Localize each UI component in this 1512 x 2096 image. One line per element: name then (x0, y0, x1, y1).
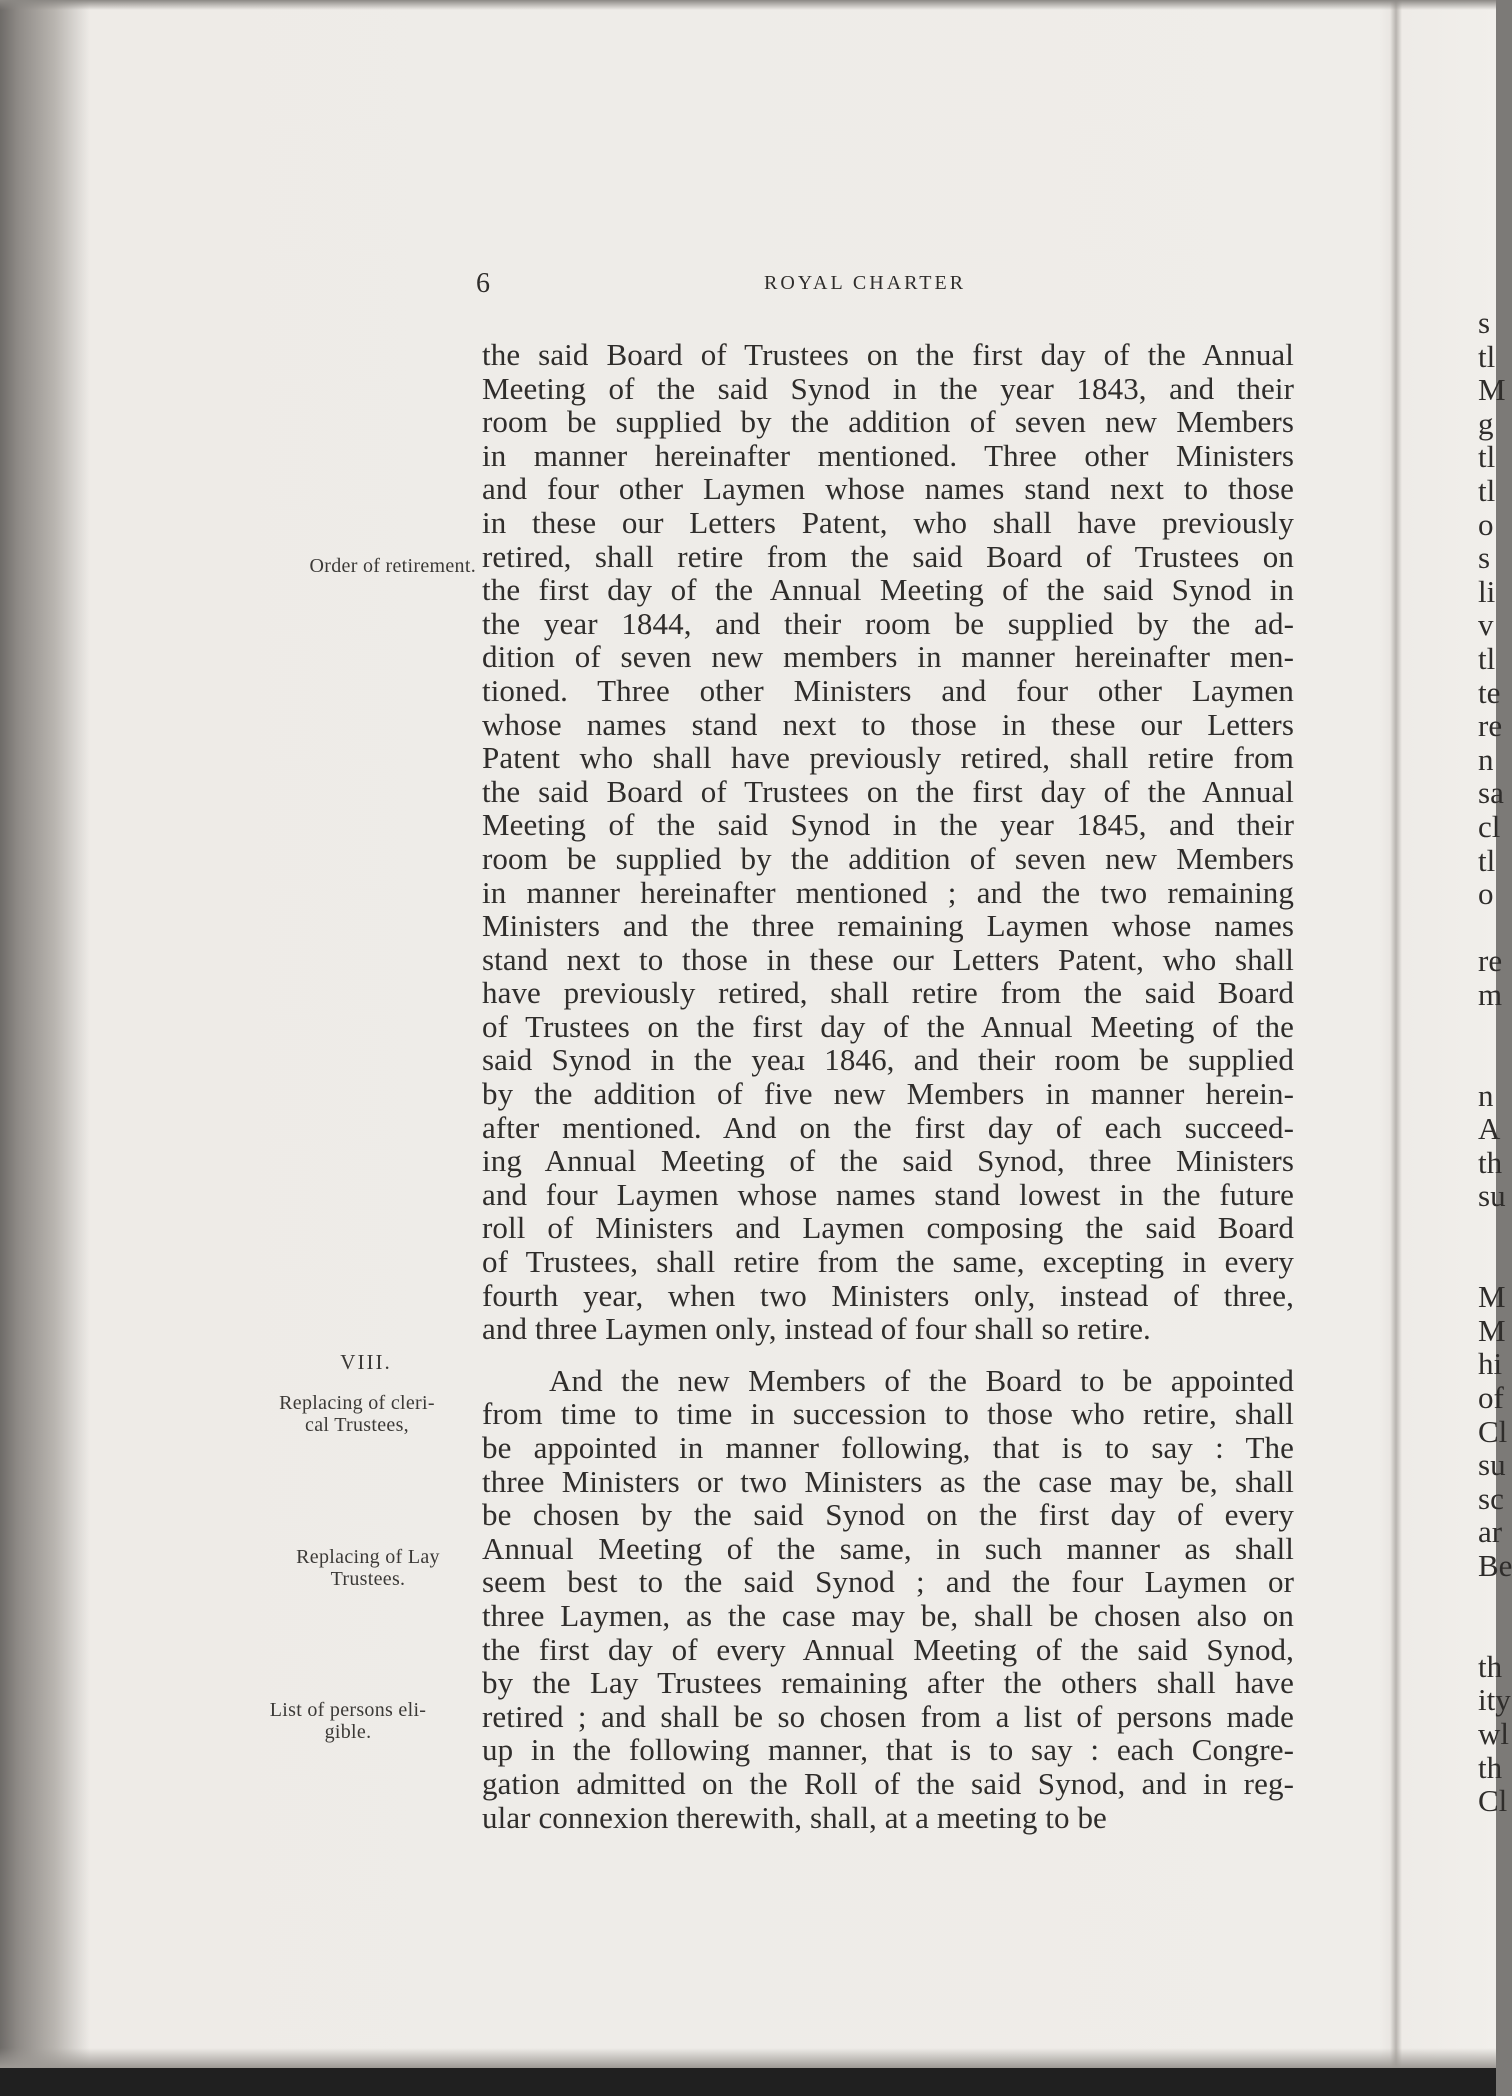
text-line: ing Annual Meeting of the said Synod, three Ministers (482, 1143, 1294, 1179)
text-line: the year 1844, and their room be supplied by the ad- (482, 605, 1294, 641)
text-line: retired, shall retire from the said Board of Trustees on (482, 538, 1294, 574)
facing-page-fragment (1478, 1583, 1496, 1617)
facing-page-fragment (1478, 1011, 1496, 1045)
facing-page-fragment: s (1478, 305, 1491, 340)
scan-bottom-shadow (0, 2048, 1496, 2068)
facing-page-fragment: Be (1478, 1547, 1512, 1583)
facing-page-fragment (1478, 1616, 1496, 1650)
text-line: said Synod in the yeaɹ 1846, and their room be supplied (482, 1042, 1294, 1078)
text-line: Ministers and the three remaining Laymen whose names (482, 908, 1294, 944)
text-line: of Trustees on the first day of the Annual Meeting of the (482, 1008, 1294, 1044)
facing-page-fragment: n (1478, 741, 1494, 777)
margin-note-line: Replacing of Lay (296, 1546, 440, 1568)
margin-note-line: Replacing of cleri- (279, 1392, 435, 1414)
facing-page-fragment: re (1478, 708, 1503, 744)
facing-page-fragment: M (1478, 372, 1506, 408)
text-line: in manner hereinafter mentioned ; and the two remaining (482, 874, 1294, 910)
paragraph-replacement-of-members (482, 1364, 1294, 1834)
facing-page-fragment: tl (1478, 640, 1496, 676)
margin-note-line: Trustees. (330, 1568, 406, 1590)
margin-note-text: Order of retirement. (309, 555, 476, 577)
text-line: up in the following manner, that is to say : each Congre- (482, 1732, 1294, 1768)
margin-note-replacing-lay-trustees (262, 1546, 474, 1590)
facing-page-fragment: su (1478, 1447, 1506, 1483)
text-line: and four Laymen whose names stand lowest in the future (482, 1176, 1294, 1212)
facing-page-fragment: Cl (1478, 1413, 1508, 1449)
text-line: Annual Meeting of the same, in such manner as shall (482, 1530, 1294, 1566)
text-line: whose names stand next to those in these our Letters (482, 706, 1294, 742)
facing-page-fragment: m (1478, 976, 1503, 1012)
facing-page-fragment: g (1478, 405, 1494, 441)
margin-note-line: List of persons eli- (269, 1699, 427, 1721)
text-line: And the new Members of the Board to be appointed (549, 1362, 1294, 1398)
text-line: tioned. Three other Ministers and four other Laymen (482, 672, 1294, 708)
facing-page-fragment: of (1478, 1380, 1504, 1415)
text-line: in manner hereinafter mentioned. Three other Ministers (482, 437, 1294, 473)
facing-page-fragment: cl (1478, 808, 1501, 844)
facing-page-fragment: A (1478, 1111, 1501, 1147)
facing-page-fragment: hi (1478, 1346, 1503, 1382)
text-line: three Ministers or two Ministers as the case may be, shall (482, 1463, 1294, 1499)
facing-page-fragment: s (1478, 540, 1491, 576)
text-line: the first day of the Annual Meeting of the said Synod in (482, 572, 1294, 608)
text-line: room be supplied by the addition of seven new Members (482, 840, 1294, 876)
text-line: seem best to the said Synod ; and the four Laymen or (482, 1564, 1294, 1600)
facing-page-fragment: M (1478, 1312, 1506, 1348)
facing-page-fragment: tl (1478, 338, 1496, 374)
facing-page-fragment: tl (1478, 439, 1496, 475)
facing-page-fragment: v (1478, 607, 1494, 643)
paragraph-retirement-schedule (482, 338, 1294, 1346)
text-line: of Trustees, shall retire from the same, excepting in every (482, 1244, 1294, 1280)
text-line: after mentioned. And on the first day of each succeed- (482, 1109, 1294, 1145)
facing-page-fragment: sc (1478, 1480, 1504, 1516)
text-line: be appointed in manner following, that is to say : The (482, 1430, 1294, 1465)
text-line: roll of Ministers and Laymen composing the said Board (482, 1210, 1294, 1246)
facing-page-fragment: o (1478, 876, 1494, 912)
text-line: three Laymen, as the case may be, shall be chosen also on (482, 1597, 1294, 1633)
text-line: room be supplied by the addition of seven new Members (482, 404, 1294, 440)
facing-page-fragment (1478, 1247, 1496, 1281)
margin-note-order-of-retirement (240, 555, 476, 577)
text-line: retired ; and shall be so chosen from a list of persons made (482, 1698, 1294, 1734)
margin-note-replacing-clerical-trustees (252, 1392, 462, 1436)
facing-page-fragment: re (1478, 943, 1503, 979)
text-line: from time to time in succession to those who retire, shall (482, 1396, 1294, 1432)
text-line: Meeting of the said Synod in the year 1845, and their (482, 807, 1294, 843)
facing-page-fragment (1478, 911, 1496, 945)
text-line: by the Lay Trustees remaining after the others shall have (482, 1665, 1294, 1701)
text-line: the first day of every Annual Meeting of the said Synod, (482, 1631, 1294, 1667)
margin-note-line: cal Trustees, (305, 1414, 409, 1436)
facing-page-fragment: sa (1478, 775, 1504, 811)
text-line: in these our Letters Patent, who shall have previously (482, 504, 1294, 540)
section-number: VIII. (340, 1350, 392, 1374)
text-line: have previously retired, shall retire from the said Board (482, 975, 1294, 1011)
text-line: fourth year, when two Ministers only, instead of three, (482, 1277, 1294, 1313)
scan-bottom-edge (0, 2068, 1496, 2096)
margin-note-line: gible. (324, 1721, 372, 1743)
facing-page-fragment: th (1478, 1749, 1503, 1785)
facing-page-fragment (1478, 1213, 1496, 1247)
facing-page-fragment: te (1478, 674, 1501, 710)
facing-page-fragment: tl (1478, 472, 1496, 508)
facing-page-fragment: tl (1478, 842, 1496, 878)
facing-page-fragment: ar (1478, 1514, 1503, 1550)
text-line: Meeting of the said Synod in the year 1843, and their (482, 370, 1294, 406)
facing-page-fragment: wl (1478, 1715, 1509, 1751)
text-line: stand next to those in these our Letters Patent, who shall (482, 941, 1294, 977)
facing-page-fragment: th (1478, 1648, 1503, 1684)
text-line: Patent who shall have previously retired, shall retire from (482, 740, 1294, 776)
running-head: ROYAL CHARTER (764, 272, 967, 294)
body-text (482, 338, 1294, 1834)
facing-page-fragment: th (1478, 1144, 1503, 1180)
facing-page-fragment: li (1478, 573, 1496, 609)
facing-page-fragment: su (1478, 1178, 1506, 1214)
facing-page-fragment: ity (1478, 1682, 1511, 1718)
text-line: be chosen by the said Synod on the first day of every (482, 1497, 1294, 1533)
scan-top-shadow (0, 0, 1496, 10)
text-line: the said Board of Trustees on the first day of the Annual (482, 773, 1294, 809)
text-line: the said Board of Trustees on the first day of the Annual (482, 337, 1294, 372)
text-line: by the addition of five new Members in manner herein- (482, 1076, 1294, 1112)
facing-page-fragment (1478, 1045, 1496, 1079)
text-line: and four other Laymen whose names stand next to those (482, 471, 1294, 507)
margin-note-list-of-persons-eligible (252, 1699, 444, 1743)
facing-page-fragment: n (1478, 1077, 1494, 1113)
text-line: ular connexion therewith, shall, at a meeting to be (482, 1799, 1107, 1835)
facing-page-fragment: o (1478, 506, 1494, 542)
facing-page-fragment: Cl (1478, 1783, 1508, 1819)
facing-page-edge-text (1478, 305, 1512, 1819)
text-line: dition of seven new members in manner hereinafter men- (482, 639, 1294, 675)
text-line: and three Laymen only, instead of four shall so retire. (482, 1311, 1151, 1347)
facing-page-fragment: M (1478, 1279, 1506, 1315)
page-number: 6 (476, 268, 491, 299)
text-line: gation admitted on the Roll of the said Synod, and in reg- (482, 1765, 1294, 1801)
